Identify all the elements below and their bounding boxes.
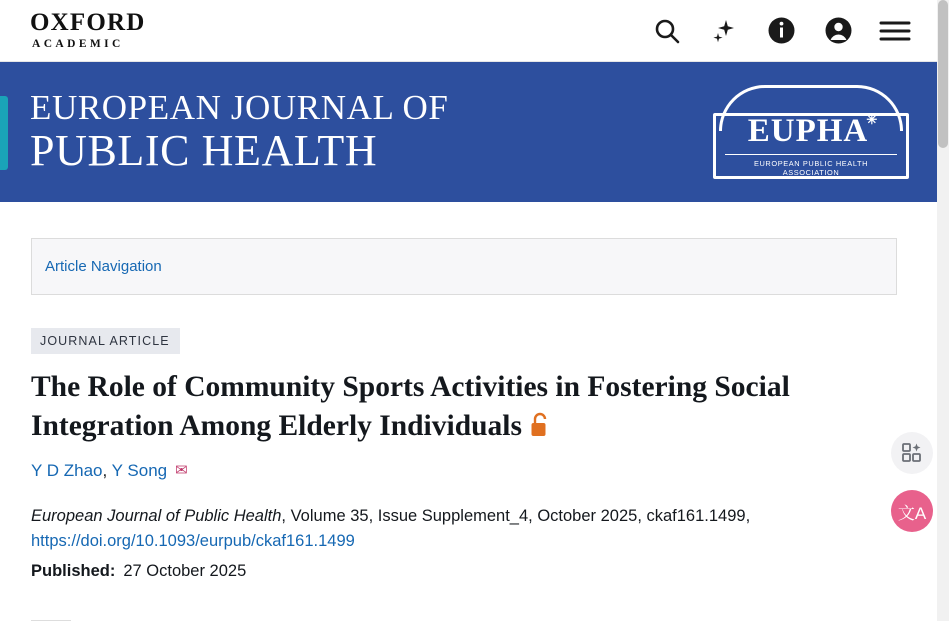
doi-link[interactable]: https://doi.org/10.1093/eurpub/ckaf161.1499 xyxy=(31,532,355,551)
translate-icon: 文A xyxy=(897,503,927,523)
brand-name-primary: OXFORD xyxy=(30,9,146,37)
journal-banner[interactable] xyxy=(0,62,937,202)
site-header xyxy=(0,0,937,62)
eupha-logo-subtitle: EUROPEAN PUBLIC HEALTH ASSOCIATION xyxy=(725,154,897,177)
envelope-icon[interactable]: ✉ xyxy=(175,462,188,480)
header-icon-group xyxy=(651,15,911,47)
ai-assist-fab[interactable] xyxy=(891,432,933,474)
page-scrollbar[interactable] xyxy=(937,0,949,621)
sparkle-ai-icon[interactable] xyxy=(708,15,740,47)
citation-details: , Volume 35, Issue Supplement_4, October 2025, ckaf161.1499, xyxy=(281,506,751,525)
eupha-logo-wordmark xyxy=(747,112,879,149)
author-link-2[interactable]: Y Song xyxy=(111,461,168,481)
page-title xyxy=(31,368,841,449)
open-lock-icon xyxy=(528,410,550,449)
author-separator: , xyxy=(102,461,112,481)
eupha-logo[interactable] xyxy=(713,85,909,179)
scrollbar-thumb[interactable] xyxy=(938,0,948,148)
published-label: Published: xyxy=(31,562,116,581)
article-navigation-link[interactable]: Article Navigation xyxy=(45,258,162,275)
published-line xyxy=(31,562,907,581)
article-navigation-panel[interactable] xyxy=(31,238,897,295)
article-content xyxy=(0,202,937,581)
citation-line xyxy=(31,505,907,555)
article-title-text: The Role of Community Sports Activities in Fostering Social Integration Among Elderly Individuals xyxy=(31,371,790,443)
side-tab-handle[interactable] xyxy=(0,96,8,170)
journal-title-line-2: PUBLIC HEALTH xyxy=(30,126,378,176)
eupha-logo-box xyxy=(713,113,909,179)
journal-title-line-1: EUROPEAN JOURNAL OF xyxy=(30,87,449,127)
published-date: 27 October 2025 xyxy=(123,562,247,581)
status-badge: JOURNAL ARTICLE xyxy=(31,328,180,354)
author-link-1[interactable]: Y D Zhao xyxy=(31,461,103,481)
info-icon[interactable] xyxy=(765,15,797,47)
journal-title xyxy=(30,87,449,176)
star-icon: ✳ xyxy=(866,112,879,127)
account-icon[interactable] xyxy=(822,15,854,47)
eupha-logo-text: EUPHA xyxy=(747,113,869,149)
author-list xyxy=(31,460,907,482)
brand-name-secondary: ACADEMIC xyxy=(32,38,124,51)
citation-journal-name: European Journal of Public Health xyxy=(31,506,282,525)
search-icon[interactable] xyxy=(651,15,683,47)
oxford-academic-logo[interactable] xyxy=(30,10,146,51)
translate-fab[interactable] xyxy=(891,490,933,532)
hamburger-menu-icon[interactable] xyxy=(879,15,911,47)
